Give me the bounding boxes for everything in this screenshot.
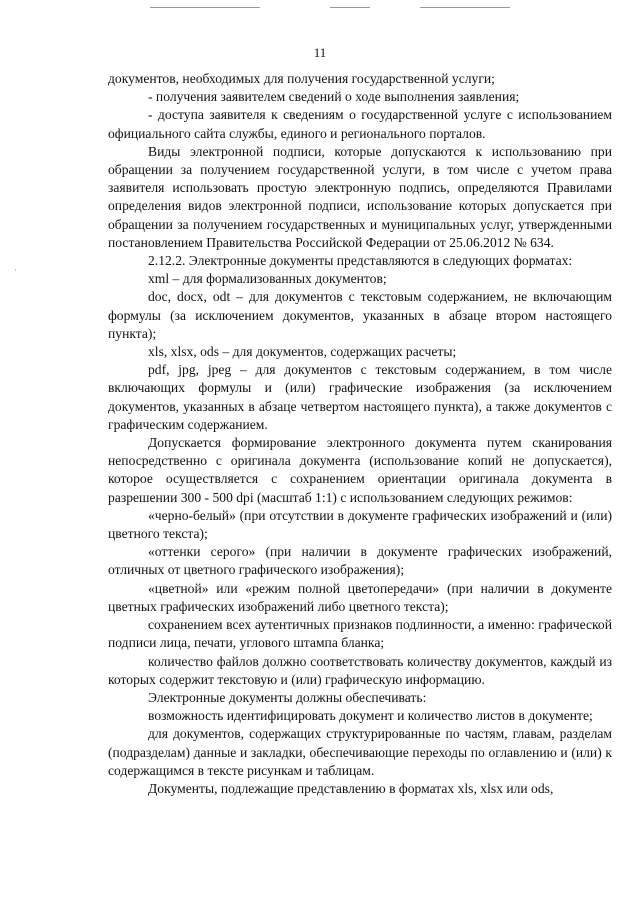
paragraph: возможность идентифицировать документ и количество листов в документе; <box>148 708 593 724</box>
paragraph: «цветной» или «режим полной цветопередачи» (при наличии в документе цветных графических изображений либо цветного текста); <box>108 580 612 614</box>
scan-artifact-top <box>0 0 640 14</box>
scan-line <box>330 7 370 8</box>
paragraph: doc, docx, odt – для документов с текстовым содержанием, не включающим формулы (за исключением документов, указанных в абзаце втором настоящего пункта); <box>108 289 612 341</box>
page-number: 11 <box>313 45 327 60</box>
paragraph: xls, xlsx, ods – для документов, содержащих расчеты; <box>148 344 457 360</box>
paragraph: «оттенки серого» (при наличии в документе графических изображений, отличных от цветного графического изображения); <box>108 544 612 578</box>
paragraph: xml – для формализованных документов; <box>148 271 387 287</box>
paragraph: «черно-белый» (при отсутствии в документе графических изображений и (или) цветного текста); <box>108 507 612 542</box>
scan-line <box>150 7 260 8</box>
document-body <box>108 70 612 798</box>
paragraph: 2.12.2. Электронные документы представляются в следующих форматах: <box>148 253 573 269</box>
paragraph: pdf, jpg, jpeg – для документов с текстовым содержанием, в том числе включающих формулы и (или) графические изображения (за исключением документов, указанных в абзаце четвертом настоящего пункта), а также документов с графическим содержанием. <box>108 362 612 432</box>
paragraph: - получения заявителем сведений о ходе выполнения заявления; <box>148 89 520 105</box>
paragraph: - доступа заявителя к сведениям о государственной услуге с использованием официального сайта службы, единого и регионального порталов. <box>108 107 612 141</box>
paragraph: Документы, подлежащие представлению в форматах xls, xlsx или ods, <box>148 780 554 796</box>
paragraph: Виды электронной подписи, которые допускаются к использованию при обращении за получением государственной услуги, в том числе с учетом права заявителя использовать простую электронную подпись, определяются Правилами определения видов электронной подписи, использование которых допускается при обращении за получением государственных и муниципальных услуг, утвержденными постановлением Правительства Российской Федерации от 25.06.2012 № 634. <box>108 143 612 250</box>
paragraph: сохранением всех аутентичных признаков подлинности, а именно: графической подписи лица, печати, углового штампа бланка; <box>108 617 612 651</box>
paragraph: количество файлов должно соответствовать количеству документов, каждый из которых содержит текстовую и (или) графическую информацию. <box>108 653 612 687</box>
scan-line <box>420 7 510 8</box>
margin-mark: · <box>14 265 17 275</box>
paragraph: документов, необходимых для получения государственной услуги; <box>108 71 495 86</box>
paragraph: Электронные документы должны обеспечивать: <box>148 689 427 705</box>
paragraph: для документов, содержащих структурированные по частям, главам, разделам (подразделам) данные и закладки, обеспечивающие переходы по оглавлению и (или) к содержащимся в тексте рисункам и таблицам. <box>108 726 612 778</box>
paragraph: Допускается формирование электронного документа путем сканирования непосредственно с оригинала документа (использование копий не допускается), которое осуществляется с сохранением ориентации оригинала документа в разрешении 300 - 500 dpi (масштаб 1:1) с использованием следующих режимов: <box>108 435 612 505</box>
